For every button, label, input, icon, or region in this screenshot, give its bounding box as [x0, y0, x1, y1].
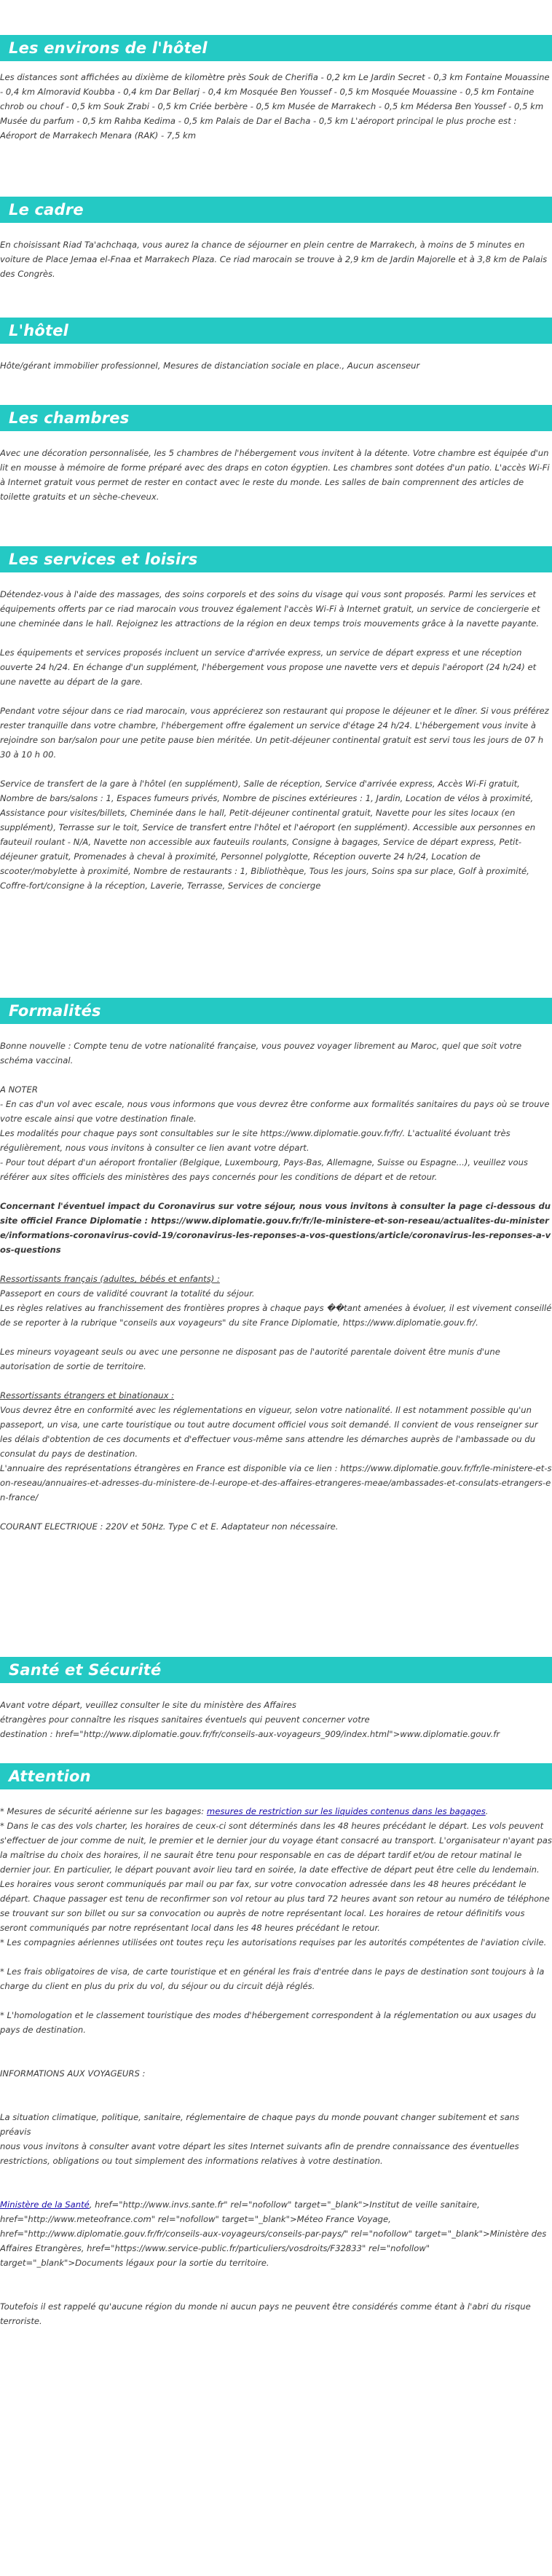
attention-links-rest: , href="http://www.invs.sante.fr" rel="nofollow" target="_blank">Institut de veille sanitaire, href="http://www.meteofrance.com" rel="nofollow" target="_blank">Méteo France Voyage, href="http://www.diplomatie.gouv.fr/fr/conseils-aux-voyageurs/conseils-par-pays/" rel="nofollow" target="_blank">Ministère des Affaires Etrangères, href="https://www.service-public.fr/particuliers/vosdroits/F32833" rel="nofollow" target="_blank">Documents légaux pour la sortie du territoire.: [0, 2199, 547, 2268]
cadre-text: En choisissant Riad Ta'achchaqa, vous aurez la chance de séjourner en plein centre de Marrakech, à moins de 5 minutes en voiture de Place Jemaa el-Fnaa et Marrakech Plaza. Ce riad marocain se trouve à 2,9 km de Jardin Majorelle et à 3,8 km de Palais des Congrès.: [0, 240, 548, 279]
section-header-cadre: Le cadre: [0, 197, 552, 223]
attention-bag-prefix: * Mesures de sécurité aérienne sur les bagages:: [0, 1806, 207, 1816]
section-header-services: Les services et loisirs: [0, 546, 552, 572]
section-formalites: [0, 998, 552, 1534]
section-header-attention: Attention: [0, 1763, 552, 1789]
formalites-electric: COURANT ELECTRIQUE : 220V et 50Hz. Type C et E. Adaptateur non nécessaire.: [0, 1521, 339, 1532]
section-services: [0, 546, 552, 893]
attention-homologation: * L'homologation et le classement touristique des modes d'hébergement correspondent à la réglementation ou aux usages du pays de destination.: [0, 2010, 537, 2035]
liquids-restriction-link[interactable]: mesures de restriction sur les liquides contenus dans les bagages: [206, 1806, 486, 1816]
formalites-fr-line: Les règles relatives au franchissement des frontières propres à chaque pays ��tant amenées à évoluer, il est vivement conseillé de se reporter à la rubrique "conseils aux voyageurs" du site France Diplomatie, https://www.diplomatie.gouv.fr/.: [0, 1303, 552, 1328]
formalites-minors: Les mineurs voyageant seuls ou avec une personne ne disposant pas de l'autorité parentale doivent être munis d'une autorisation de sortie de territoire.: [0, 1347, 500, 1371]
section-cadre: [0, 197, 552, 281]
attention-links: [0, 2197, 552, 2270]
attention-info-line: nous vous invitons à consulter avant votre départ les sites Internet suivants afin de prendre connaissance des éventuelles restrictions, obligations ou tout simplement des informations relatives à votre destination.: [0, 2141, 519, 2166]
formalites-fr-line: Passeport en cours de validité couvrant la totalité du séjour.: [0, 1288, 255, 1299]
section-hotel: [0, 318, 552, 373]
formalites-note-title: A NOTER: [0, 1084, 38, 1095]
ministere-sante-link[interactable]: Ministère de la Santé: [0, 2199, 90, 2210]
section-sante: [0, 1657, 552, 1741]
section-header-sante: Santé et Sécurité: [0, 1657, 552, 1683]
services-paragraph: Pendant votre séjour dans ce riad marocain, vous apprécierez son restaurant qui propose le déjeuner et le dîner. Si vous préférez rester tranquille dans votre chambre, l'hébergement offre également un service d'étage 24 h/24. L'hébergement vous invite à rejoindre son bar/salon pour une petite pause bien méritée. Un petit-déjeuner continental gratuit est servi tous les jours de 07 h 30 à 10 h 00.: [0, 706, 549, 760]
formalites-note-line: Les modalités pour chaque pays sont consultables sur le site https://www.diplomatie.gouv.fr/fr/. L'actualité évoluant très régulièrement, nous vous invitons à consulter ce lien avant votre départ.: [0, 1128, 510, 1153]
hotel-text: Hôte/gérant immobilier professionnel, Mesures de distanciation sociale en place., Aucun ascenseur: [0, 361, 420, 371]
attention-info-line: La situation climatique, politique, sanitaire, réglementaire de chaque pays du monde pouvant changer subitement et sans préavis: [0, 2112, 520, 2137]
formalites-note-line: - Pour tout départ d'un aéroport frontalier (Belgique, Luxembourg, Pays-Bas, Allemagne, Suisse ou Espagne...), veuillez vous référer aux sites officiels des ministères des pays concernés pour les conditions de départ et de retour.: [0, 1157, 528, 1182]
formalites-foreign-title: Ressortissants étrangers et binationaux :: [0, 1390, 175, 1401]
formalites-intro: Bonne nouvelle : Compte tenu de votre nationalité française, vous pouvez voyager librement au Maroc, quel que soit votre schéma vaccinal.: [0, 1041, 522, 1066]
section-header-formalites: Formalités: [0, 998, 552, 1024]
section-environs: [0, 0, 552, 141]
environs-text: Les distances sont affichées au dixième de kilomètre près Souk de Cherifia - 0,2 km Le Jardin Secret - 0,3 km Fontaine Mouassine - 0,4 km Almoravid Koubba - 0,4 km Dar Bellarj - 0,4 km Mosquée Ben Youssef - 0,5 km Mosquée Mouassine - 0,5 km Fontaine chrob ou chouf - 0,5 km Souk Zrabi - 0,5 km Criée berbère - 0,5 km Musée de Marrakech - 0,5 km Médersa Ben Youssef - 0,5 km Musée du parfum - 0,5 km Rahba Kedima - 0,5 km Palais de Dar el Bacha - 0,5 km L'aéroport principal le plus proche est : Aéroport de Marrakech Menara (RAK) - 7,5 km: [0, 72, 550, 141]
sante-line: Avant votre départ, veuillez consulter le site du ministère des Affaires: [0, 1700, 296, 1710]
attention-info-title: INFORMATIONS AUX VOYAGEURS :: [0, 2068, 146, 2079]
formalites-corona: Concernant l'éventuel impact du Coronavirus sur votre séjour, nous vous invitons à consulter la page ci-dessous du site officiel France Diplomatie : https://www.diplomatie.gouv.fr/fr/le-ministere-et-son-reseau/actualites-du-ministere/informations-coronavirus-covid-19/coronavirus-les-reponses-a-vos-questions/article/coronavirus-les-reponses-a-vos-questions: [0, 1201, 551, 1255]
attention-bag-suffix: .: [485, 1806, 489, 1816]
formalites-foreign-line: L'annuaire des représentations étrangères en France est disponible via ce lien : https://www.diplomatie.gouv.fr/fr/le-ministere-et-son-reseau/annuaires-et-adresses-du-ministere-de-l-europe-et-des-affaires-etrangeres-meae/ambassades-et-consulats-etrangers-en-france/: [0, 1463, 552, 1502]
chambres-text: Avec une décoration personnalisée, les 5 chambres de l'hébergement vous invitent à la détente. Votre chambre est équipée d'un lit en mousse à mémoire de forme préparé avec des draps en coton égyptien. Les chambres sont dotées d'un patio. L'accès Wi-Fi à Internet gratuit vous permet de rester en contact avec le reste du monde. Les salles de bain comprennent des articles de toilette gratuits et un sèche-cheveux.: [0, 448, 550, 502]
formalites-fr-title: Ressortissants français (adultes, bébés et enfants) :: [0, 1274, 220, 1284]
section-attention: [0, 1763, 552, 2328]
section-header-hotel: L'hôtel: [0, 318, 552, 344]
sante-line: étrangères pour connaître les risques sanitaires éventuels qui peuvent concerner votre: [0, 1714, 370, 1725]
services-paragraph: Les équipements et services proposés incluent un service d'arrivée express, un service de départ express et une réception ouverte 24 h/24. En échange d'un supplément, l'hébergement vous propose une navette vers et depuis l'aéroport (24 h/24) et une navette au départ de la gare.: [0, 647, 537, 687]
formalites-foreign-line: Vous devrez être en conformité avec les réglementations en vigueur, selon votre nationalité. Il est notamment possible qu'un passeport, un visa, une carte touristique ou tout autre document officiel vous soit demandé. Il convient de vous renseigner sur les délais d'obtention de ces documents et d'effectuer vous-même sans attendre les démarches auprès de l'ambassade ou du consulat du pays de destination.: [0, 1405, 538, 1459]
section-chambres: [0, 405, 552, 504]
services-paragraph: Détendez-vous à l'aide des massages, des soins corporels et des soins du visage qui vous sont proposés. Parmi les services et équipements offerts par ce riad marocain vous trouvez également l'accès Wi-Fi à Internet gratuit, un service de conciergerie et une cheminée dans le hall. Rejoignez les attractions de la région en deux temps trois mouvements grâce à la navette payante.: [0, 589, 540, 629]
sante-line: destination : href="http://www.diplomatie.gouv.fr/fr/conseils-aux-voyageurs_909/index.html">www.diplomatie.gouv.fr: [0, 1729, 500, 1739]
attention-fees: * Les frais obligatoires de visa, de carte touristique et en général les frais d'entrée dans le pays de destination sont toujours à la charge du client en plus du prix du vol, du séjour ou du circuit déjà réglés.: [0, 1966, 545, 1991]
attention-schedule: * Dans le cas des vols charter, les horaires de ceux-ci sont déterminés dans les 48 heures précédant le départ. Les vols peuvent s'effectuer de jour comme de nuit, le premier et le dernier jour du voyage étant consacré au transport. L'organisateur n'ayant pas la maîtrise du choix des horaires, il ne saurait être tenu pour responsable en cas de départ tardif et/ou de retour matinal le dernier jour. En particulier, le départ pouvant avoir lieu tard en soirée, la date effective de départ peut être celle du lendemain. Les horaires vous seront communiqués par mail ou par fax, sur votre convocation adressée dans les 48 heures précédant le départ. Chaque passager est tenu de reconfirmer son vol retour au plus tard 72 heures avant son retour au numéro de téléphone se trouvant sur son billet ou sur sa convocation ou auprès de notre représentant local. Les horaires de retour définitifs vous seront communiqués par notre représentant local dans les 48 heures précédant le retour.: [0, 1821, 552, 1933]
attention-final: Toutefois il est rappelé qu'aucune région du monde ni aucun pays ne peuvent être considérés comme étant à l'abri du risque terroriste.: [0, 2301, 531, 2326]
section-header-environs: Les environs de l'hôtel: [0, 35, 552, 61]
section-header-chambres: Les chambres: [0, 405, 552, 431]
services-paragraph: Service de transfert de la gare à l'hôtel (en supplément), Salle de réception, Service d'arrivée express, Accès Wi-Fi gratuit, Nombre de bars/salons : 1, Espaces fumeurs privés, Nombre de piscines extérieures : 1, Jardin, Location de vélos à proximité, Assistance pour visites/billets, Cheminée dans le hall, Petit-déjeuner continental gratuit, Navette pour les sites locaux (en supplément), Terrasse sur le toit, Service de transfert entre l'hôtel et l'aéroport (en supplément). Accessible aux personnes en fauteuil roulant - N/A, Navette non accessible aux fauteuils roulants, Consigne à bagages, Service de départ express, Petit-déjeuner gratuit, Promenades à cheval à proximité, Personnel polyglotte, Réception ouverte 24 h/24, Location de scooter/mobylette à proximité, Nombre de restaurants : 1, Bibliothèque, Tous les jours, Soins spa sur place, Golf à proximité, Coffre-fort/consigne à la réception, Laverie, Terrasse, Services de concierge: [0, 779, 536, 891]
attention-companies: * Les compagnies aériennes utilisées ont toutes reçu les autorisations requises par les autorités compétentes de l'aviation civile.: [0, 1937, 547, 1947]
attention-bag-line: [0, 1804, 552, 1819]
formalites-note-line: - En cas d'un vol avec escale, nous vous informons que vous devrez être conforme aux formalités sanitaires du pays où se trouve votre escale ainsi que votre destination finale.: [0, 1099, 550, 1124]
